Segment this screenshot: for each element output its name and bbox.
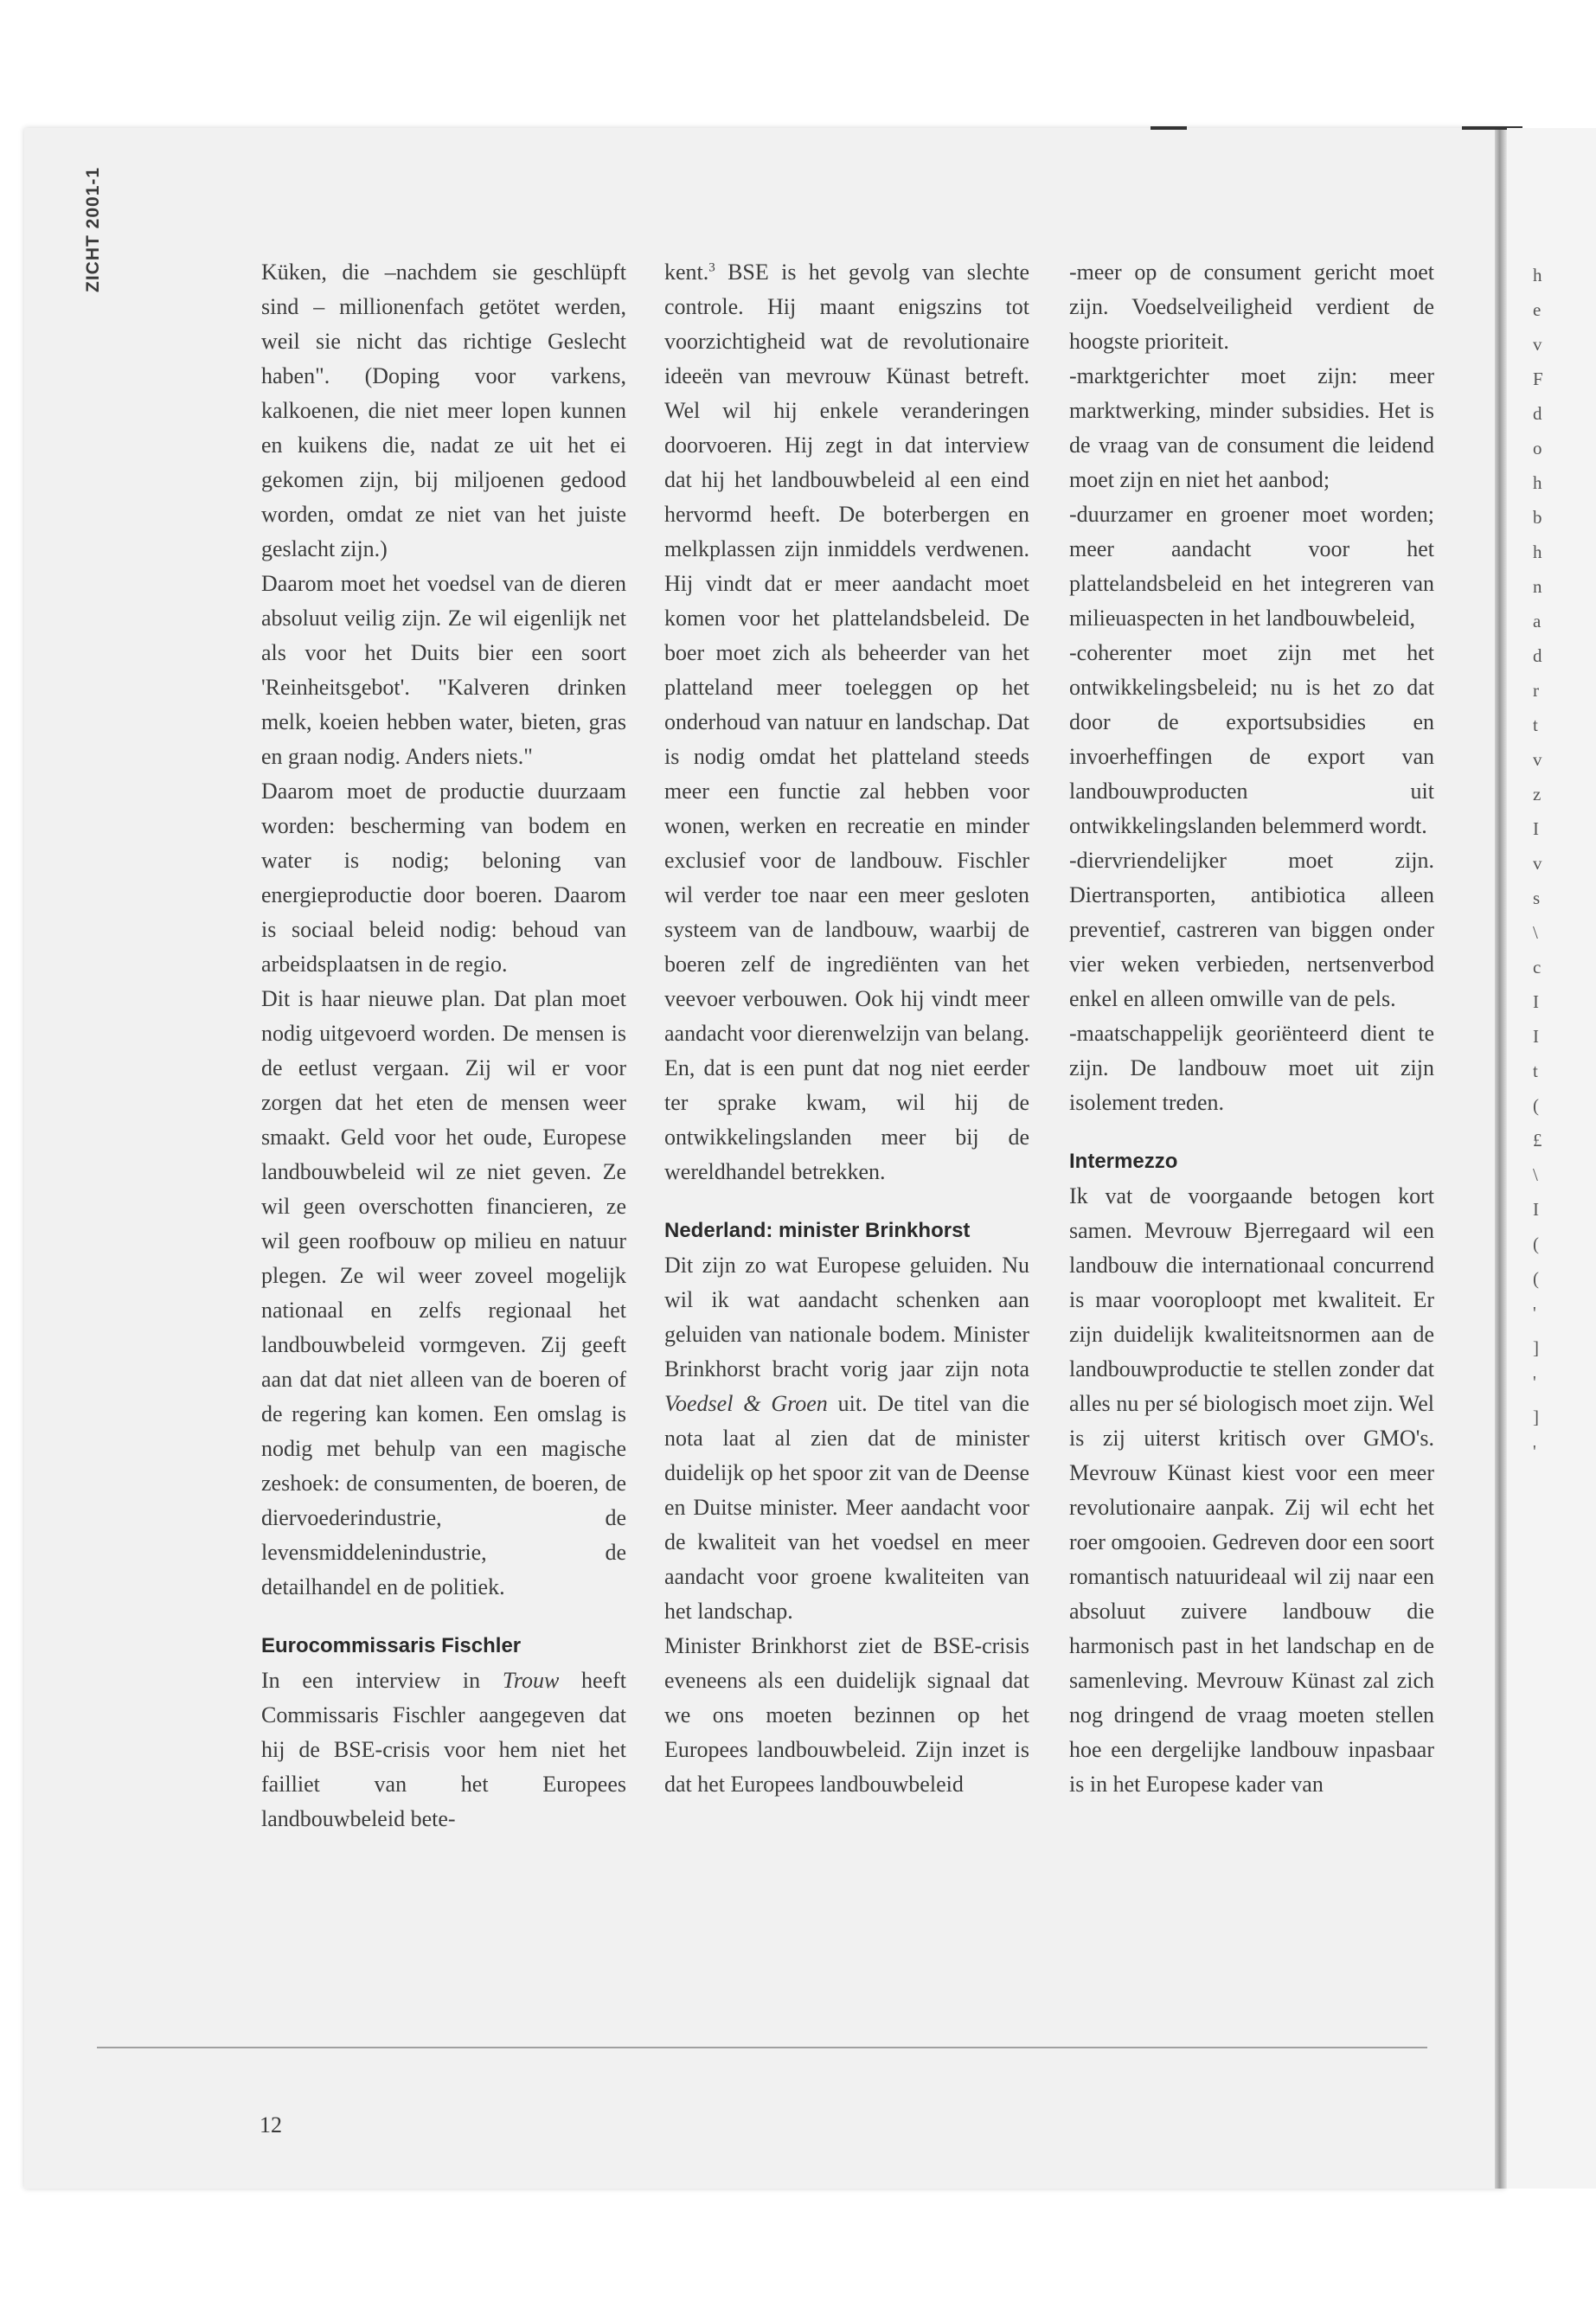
adjacent-page-letter: ' [1533, 1372, 1536, 1393]
paragraph: Dit is haar nieuwe plan. Dat plan moet nodig uitgevoerd worden. De mensen is de eetlust vergaan. Zij wil er voor zorgen dat het eten de mensen weer smaakt. Geld voor het oude, Europese landbouwbeleid wil ze niet geven. Ze wil geen overschotten financieren, ze wil geen roofbouw op milieu en natuur plegen. Ze wil weer zoveel mogelijk nationaal en zelfs regionaal het landbouwbeleid vormgeven. Zij geeft aan dat dat niet alleen van de boeren of de regering kan komen. Een omslag is nodig met behulp van een magische zeshoek: de consumenten, de boeren, de diervoederindustrie, de levensmiddelenindustrie, de detailhandel en de politiek. [261, 986, 626, 1599]
list-paragraph: -maatschappelijk georiënteerd dient te zijn. De landbouw moet uit zijn isolement treden. [1069, 1021, 1434, 1115]
paragraph: Daarom moet de productie duurzaam worden: bescherming van bodem en water is nodig; beloning van energieproductie door boeren. Daarom is sociaal beleid nodig: behoud van arbeidsplaatsen in de regio. [261, 779, 626, 977]
adjacent-page-letter: o [1533, 438, 1542, 458]
adjacent-page-letter: ' [1533, 1303, 1536, 1324]
adjacent-page-letter: ( [1533, 1234, 1539, 1254]
adjacent-page-letter: v [1533, 749, 1542, 770]
text-run: kent. [664, 260, 709, 285]
text-run: BSE is het gevolg van slechte controle. Hij maant enigszins tot voorzichtigheid wat de revolutionaire ideeën van mevrouw Künast betreft. Wel wil hij enkele veranderingen doorvoeren. Hij zegt in dat interview dat hij het landbouwbeleid al een eind hervormd heeft. De boterbergen en melkplassen zijn inmiddels verdwenen. Hij vindt dat er meer aandacht moet komen voor het plattelandsbeleid. De boer moet zich als beheerder van het platteland meer toeleggen op het onderhoud van natuur en landschap. Dat is nodig omdat het platteland steeds meer een functie zal hebben voor wonen, werken en recreatie en minder exclusief voor de landbouw. Fischler wil verder toe naar een meer gesloten systeem van de landbouw, waarbij de boeren zelf de ingrediënten van het veevoer verbouwen. Ook hij vindt meer aandacht voor dierenwelzijn van belang. En, dat is een punt dat nog niet eerder ter sprake kwam, wil hij de ontwikkelingslanden meer bij de wereldhandel betrekken. [664, 260, 1029, 1184]
adjacent-page-letter: F [1533, 369, 1543, 389]
scan-mark [1151, 126, 1187, 130]
section-heading-intermezzo: Intermezzo [1069, 1150, 1178, 1173]
adjacent-page-letter: \ [1533, 1164, 1538, 1185]
adjacent-page-letter: r [1533, 680, 1539, 701]
list-paragraph: -marktgerichter moet zijn: meer marktwerking, minder subsidies. Het is de vraag van de consument die leidend moet zijn en niet het aanbod; [1069, 363, 1434, 492]
adjacent-page-letter: n [1533, 576, 1542, 597]
list-paragraph: -meer op de consument gericht moet zijn. Voedselveiligheid verdient de hoogste prioriteit. [1069, 260, 1434, 354]
adjacent-page-letter: e [1533, 299, 1542, 320]
adjacent-page-letter: h [1533, 472, 1542, 493]
paragraph: Daarom moet het voedsel van de dieren absoluut veilig zijn. Ze wil eigenlijk net als voor het Duits bier een soort 'Reinheitsgebot'. "Kalveren drinken melk, koeien hebben water, bieten, gras en graan nodig. Anders niets." [261, 571, 626, 769]
text-run: In een interview in [261, 1668, 503, 1693]
adjacent-page-letter: ( [1533, 1268, 1539, 1289]
text-column-2 [664, 255, 1029, 1802]
text-run: uit. De titel van die nota laat al zien dat de minister duidelijk op het spoor zit van de Deense en Duitse minister. Meer aandacht voor de kwaliteit van het voedsel en meer aandacht voor groene kwaliteiten van het landschap. [664, 1391, 1029, 1624]
text-column-3 [1069, 255, 1434, 1802]
section-heading-brinkhorst: Nederland: minister Brinkhorst [664, 1219, 971, 1242]
section-heading-fischler: Eurocommissaris Fischler [261, 1634, 522, 1657]
adjacent-page-letter: I [1533, 991, 1539, 1012]
footer-rule [97, 2047, 1427, 2048]
paragraph [261, 1663, 626, 1836]
adjacent-page-letter: d [1533, 403, 1542, 424]
adjacent-page-letter: I [1533, 818, 1539, 839]
adjacent-page-letter: £ [1533, 1130, 1542, 1150]
footnote-marker: 3 [708, 260, 715, 275]
adjacent-page-letter: ] [1533, 1337, 1539, 1358]
adjacent-page-letter: I [1533, 1026, 1539, 1047]
adjacent-page-letter: s [1533, 888, 1541, 908]
publication-title: Voedsel & Groen [664, 1391, 828, 1416]
text-run: Dit zijn zo wat Europese geluiden. Nu wil ik wat aandacht schenken aan geluiden van nationale bodem. Minister Brinkhorst bracht vorig jaar zijn nota [664, 1253, 1029, 1381]
paragraph: Minister Brinkhorst ziet de BSE-crisis eveneens als een duidelijk signaal dat we ons moeten bezinnen op het Europees landbouwbeleid. Zijn inzet is dat het Europees landbouwbeleid [664, 1633, 1029, 1797]
list-paragraph: -coherenter moet zijn met het ontwikkelingsbeleid; nu is het zo dat door de exportsubsidies en invoerheffingen de export van landbouwproducten uit ontwikkelingslanden belemmerd wordt. [1069, 640, 1434, 838]
adjacent-page-letter: d [1533, 645, 1542, 666]
list-paragraph: -diervriendelijker moet zijn. Diertransporten, antibiotica alleen preventief, castreren van biggen onder vier weken verbieden, nertsenverbod enkel en alleen omwille van de pels. [1069, 848, 1434, 1011]
adjacent-page-letter: c [1533, 957, 1542, 977]
adjacent-page-letter: ( [1533, 1095, 1539, 1116]
adjacent-page-letter: h [1533, 542, 1542, 562]
paragraph [664, 255, 1029, 1189]
adjacent-page-fragment [1507, 128, 1596, 2189]
adjacent-page-letter: v [1533, 853, 1542, 874]
adjacent-page-letter: v [1533, 334, 1542, 355]
paragraph: Ik vat de voorgaande betogen kort samen. Mevrouw Bjerregaard wil een landbouw die internationaal concurrend is maar vooroploopt met kwaliteit. Er zijn duidelijk kwaliteitsnormen aan de landbouwproductie te stellen zonder dat alles nu per sé biologisch moet zijn. Wel is zij uiterst kritisch over GMO's. Mevrouw Künast kiest voor een meer revolutionaire aanpak. Zij wil echt het roer omgooien. Gedreven door een soort romantisch natuurideaal wil zij naar een absoluut zuivere landbouw die harmonisch past in het landschap en de samenleving. Mevrouw Künast zal zich nog dringend de vraag moeten stellen hoe een dergelijke landbouw inpasbaar is in het Europese kader van [1069, 1183, 1434, 1797]
adjacent-page-letter: I [1533, 1199, 1539, 1220]
adjacent-page-letter: h [1533, 265, 1542, 285]
adjacent-page-letter: ] [1533, 1407, 1539, 1427]
text-run: heeft Commissaris Fischler aangegeven dat hij de BSE-crisis voor hem niet het failliet van het Europees landbouwbeleid bete- [261, 1668, 626, 1831]
page-number: 12 [260, 2112, 282, 2138]
adjacent-page-letter: a [1533, 611, 1542, 631]
text-column-1 [261, 255, 626, 1836]
adjacent-page-letter: t [1533, 715, 1538, 735]
list-paragraph: -duurzamer en groener moet worden; meer aandacht voor het plattelandsbeleid en het integreren van milieuaspecten in het landbouwbeleid, [1069, 502, 1434, 631]
adjacent-page-letter: ' [1533, 1441, 1536, 1462]
adjacent-page-letter: b [1533, 507, 1542, 528]
paragraph: Küken, die –nachdem sie geschlüpft sind – millionenfach getötet werden, weil sie nicht das richtige Geslecht haben". (Doping voor varkens, kalkoenen, die niet meer lopen kunnen en kuikens die, nadat ze uit het ei gekomen zijn, bij miljoenen gedood worden, omdat ze niet van het juiste geslacht zijn.) [261, 260, 626, 561]
publication-title: Trouw [502, 1668, 560, 1693]
page-edge [1495, 128, 1507, 2189]
adjacent-page-letter: z [1533, 784, 1542, 804]
adjacent-page-letter: \ [1533, 922, 1538, 943]
paragraph [664, 1248, 1029, 1629]
journal-label: ZICHT 2001-1 [83, 166, 103, 292]
adjacent-page-letter: t [1533, 1061, 1538, 1081]
